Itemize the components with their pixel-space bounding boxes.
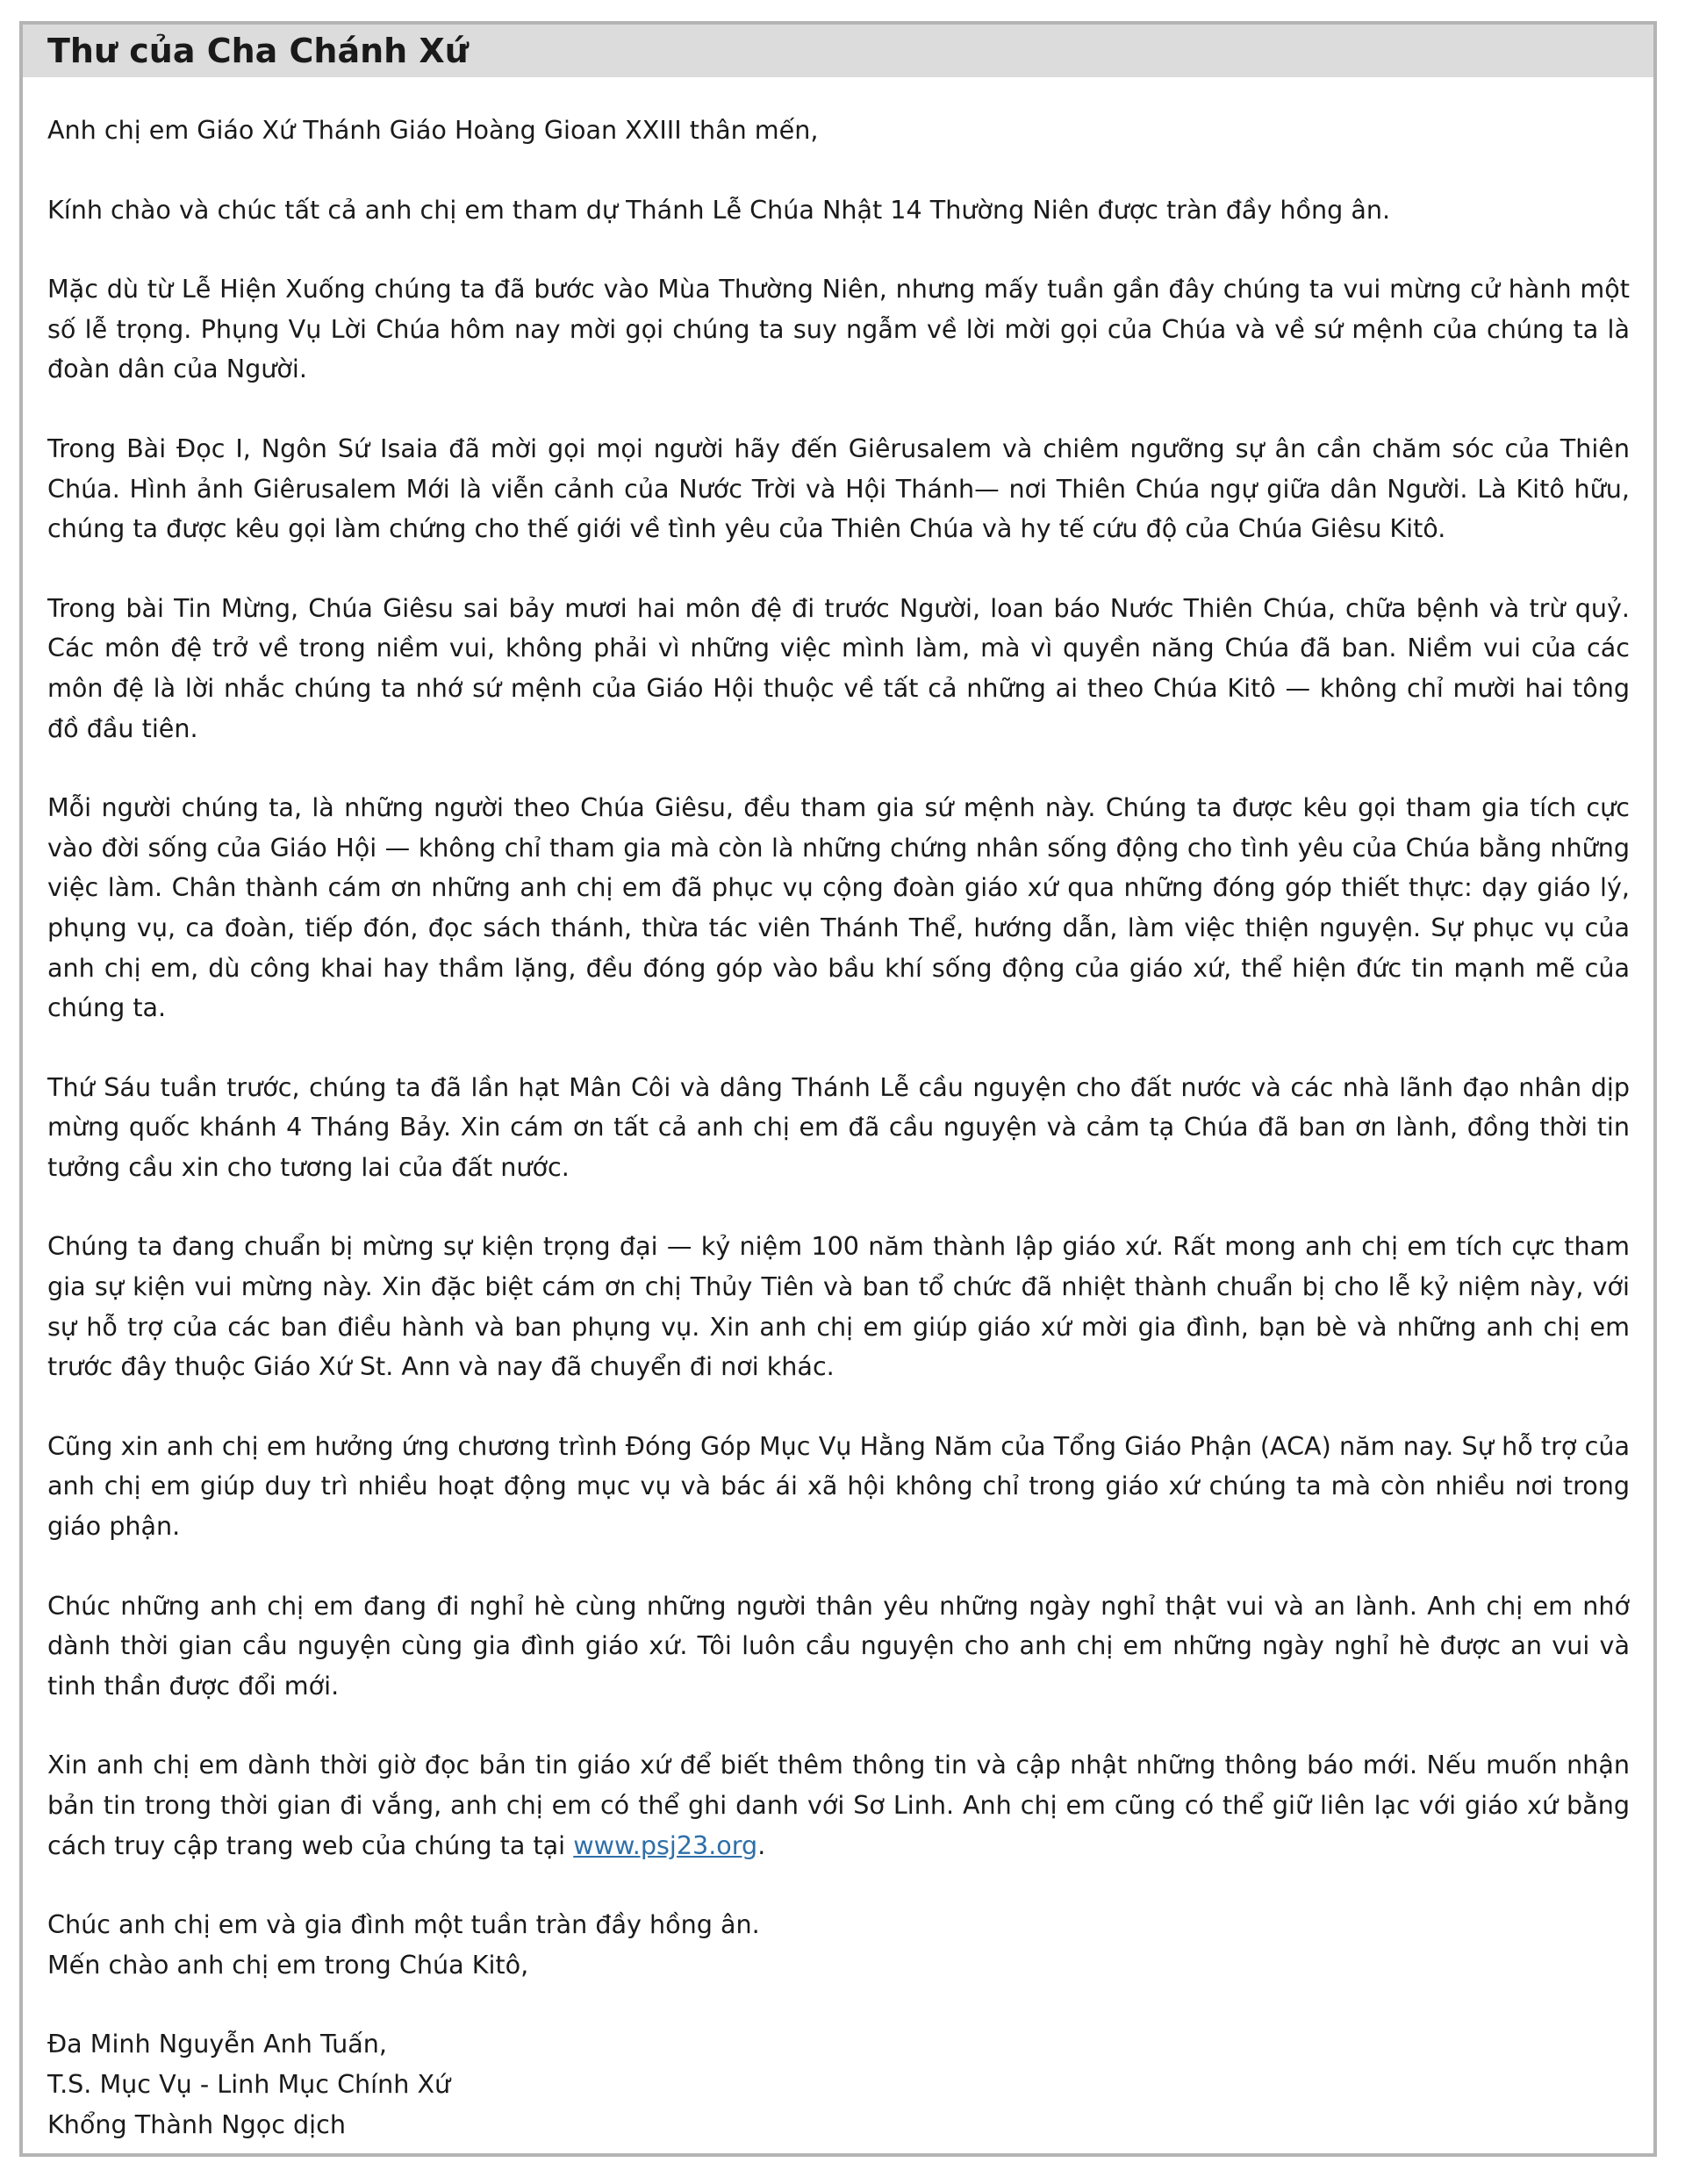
website-link[interactable]: www.psj23.org [573, 1830, 758, 1860]
paragraph-welcome: Kính chào và chúc tất cả anh chị em tham dự Thánh Lễ Chúa Nhật 14 Thường Niên được tràn đầy hồng ân. [47, 194, 1391, 225]
signature-name: Đa Minh Nguyễn Anh Tuấn, [47, 2029, 387, 2059]
closing-line: Mến chào anh chị em trong Chúa Kitô, [47, 1949, 529, 1980]
contact-text: Xin anh chị em dành thời giờ đọc bản tin giáo xứ để biết thêm thông tin và cập nhật những thông báo mới. Nếu muốn nhận bản tin trong thời gian đi vắng, anh chị em có thể ghi danh với Sơ Linh. Anh chị em cũng có thể giữ liên lạc với giáo xứ bằng cách truy cập trang web của chúng ta tại [47, 1750, 1630, 1860]
paragraph-gospel: Trong bài Tin Mừng, Chúa Giêsu sai bảy mươi hai môn đệ đi trước Người, loan báo Nước Thiên Chúa, chữa bệnh và trừ quỷ. Các môn đệ trở về trong niềm vui, không phải vì những việc mình làm, mà vì quyền năng Chúa đã ban. Niềm vui của các môn đệ là lời nhắc chúng ta nhớ sứ mệnh của Giáo Hội thuộc về tất cả những ai theo Chúa Kitô — không chỉ mười hai tông đồ đầu tiên. [47, 592, 1630, 743]
title-bar [23, 25, 1653, 77]
paragraph-summer: Chúc những anh chị em đang đi nghỉ hè cùng những người thân yêu những ngày nghỉ thật vui và an lành. Anh chị em nhớ dành thời gian cầu nguyện cùng gia đình giáo xứ. Tôi luôn cầu nguyện cho anh chị em những ngày nghỉ hè được an vui và tinh thần được đổi mới. [47, 1590, 1630, 1701]
paragraph-first-reading: Trong Bài Đọc I, Ngôn Sứ Isaia đã mời gọi mọi người hãy đến Giêrusalem và chiêm ngưỡng sự ân cần chăm sóc của Thiên Chúa. Hình ảnh Giêrusalem Mới là viễn cảnh của Nước Trời và Hội Thánh— nơi Thiên Chúa ngự giữa dân Người. Là Kitô hữu, chúng ta được kêu gọi làm chứng cho thế giới về tình yêu của Thiên Chúa và hy tế cứu độ của Chúa Giêsu Kitô. [47, 433, 1630, 544]
paragraph-centennial: Chúng ta đang chuẩn bị mừng sự kiện trọng đại — kỷ niệm 100 năm thành lập giáo xứ. Rất mong anh chị em tích cực tham gia sự kiện vui mừng này. Xin đặc biệt cám ơn chị Thủy Tiên và ban tổ chức đã nhiệt thành chuẩn bị cho lễ kỷ niệm này, với sự hỗ trợ của các ban điều hành và ban phụng vụ. Xin anh chị em giúp giáo xứ mời gia đình, bạn bè và những anh chị em trước đây thuộc Giáo Xứ St. Ann và nay đã chuyển đi nơi khác. [47, 1231, 1630, 1382]
signature-role: T.S. Mục Vụ - Linh Mục Chính Xứ [47, 2068, 451, 2099]
paragraph-ordinary-time: Mặc dù từ Lễ Hiện Xuống chúng ta đã bước vào Mùa Thường Niên, nhưng mấy tuần gần đây chúng ta vui mừng cử hành một số lễ trọng. Phụng Vụ Lời Chúa hôm nay mời gọi chúng ta suy ngẫm về lời mời gọi của Chúa và về sứ mệnh của chúng ta là đoàn dân của Người. [47, 274, 1630, 384]
greeting: Anh chị em Giáo Xứ Thánh Giáo Hoàng Gioan XXIII thân mến, [47, 115, 819, 145]
letter-body [47, 111, 1630, 2184]
page-title: Thư của Cha Chánh Xứ [47, 32, 469, 70]
closing-line: Chúc anh chị em và gia đình một tuần tràn đầy hồng ân. [47, 1909, 760, 1940]
closing-block [47, 1905, 1630, 1985]
letter-frame [19, 21, 1657, 2157]
paragraph-independence-day: Thứ Sáu tuần trước, chúng ta đã lần hạt Mân Côi và dâng Thánh Lễ cầu nguyện cho đất nước và các nhà lãnh đạo nhân dịp mừng quốc khánh 4 Tháng Bảy. Xin cám ơn tất cả anh chị em đã cầu nguyện và cảm tạ Chúa đã ban ơn lành, đồng thời tin tưởng cầu xin cho tương lai của đất nước. [47, 1071, 1630, 1182]
translator-credit: Khổng Thành Ngọc dịch [47, 2109, 346, 2139]
paragraph-mission: Mỗi người chúng ta, là những người theo Chúa Giêsu, đều tham gia sứ mệnh này. Chúng ta được kêu gọi tham gia tích cực vào đời sống của Giáo Hội — không chỉ tham gia mà còn là những chứng nhân sống động cho tình yêu của Chúa bằng những việc làm. Chân thành cám ơn những anh chị em đã phục vụ cộng đoàn giáo xứ qua những đóng góp thiết thực: dạy giáo lý, phụng vụ, ca đoàn, tiếp đón, đọc sách thánh, thừa tác viên Thánh Thể, hướng dẫn, làm việc thiện nguyện. Sự phục vụ của anh chị em, dù công khai hay thầm lặng, đều đóng góp vào bầu khí sống động của giáo xứ, thể hiện đức tin mạnh mẽ của chúng ta. [47, 792, 1630, 1023]
paragraph-aca: Cũng xin anh chị em hưởng ứng chương trình Đóng Góp Mục Vụ Hằng Năm của Tổng Giáo Phận (ACA) năm nay. Sự hỗ trợ của anh chị em giúp duy trì nhiều hoạt động mục vụ và bác ái xã hội không chỉ trong giáo xứ chúng ta mà còn nhiều nơi trong giáo phận. [47, 1430, 1630, 1542]
paragraph-contact [47, 1745, 1630, 1865]
contact-period: . [757, 1830, 766, 1860]
signature-block [47, 2024, 1630, 2145]
